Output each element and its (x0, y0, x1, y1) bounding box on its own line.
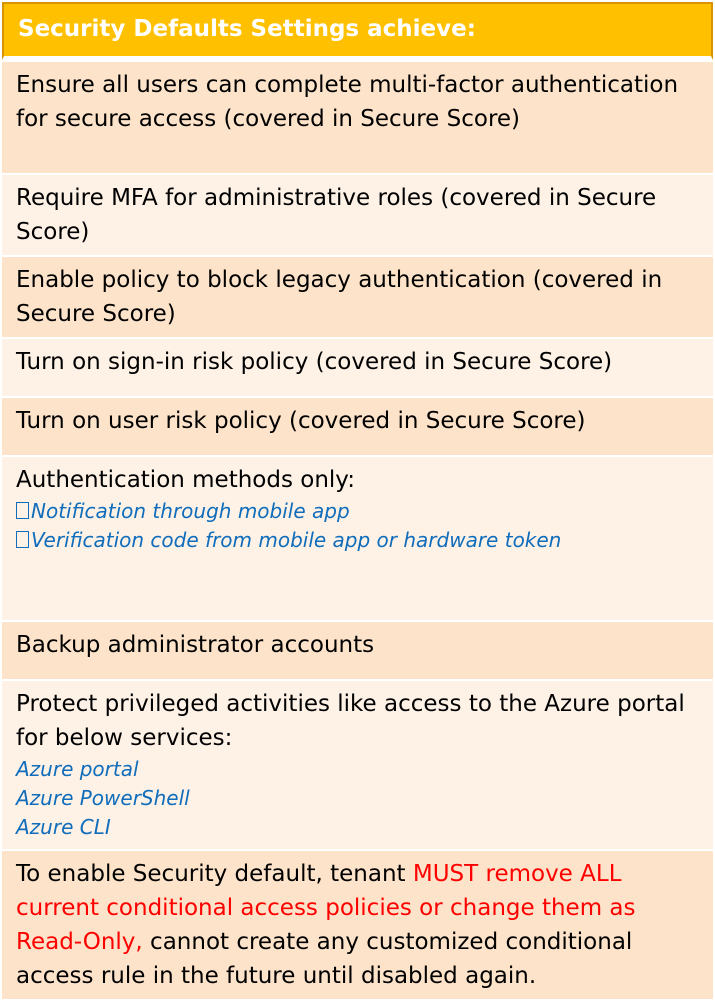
table-header (2, 2, 713, 60)
table-row (2, 455, 713, 620)
list-item: Azure PowerShell (16, 786, 190, 810)
row-text: Enable policy to block legacy authentication (covered in Secure Score) (16, 267, 663, 327)
list-item: Azure portal (16, 757, 139, 781)
header-title: Security Defaults Settings achieve: (18, 16, 476, 42)
table-row (2, 849, 713, 999)
row-text: Ensure all users can complete multi-factor authentication for secure access (covered in Secure Score) (16, 72, 679, 132)
row-text-after: cannot create any customized conditional access rule in the future until disabled again. (16, 929, 633, 989)
row-text: Backup administrator accounts (16, 632, 375, 658)
list-item (16, 497, 699, 526)
table-row (2, 173, 713, 255)
table-row (2, 620, 713, 679)
list-item: Azure CLI (16, 815, 111, 839)
checkbox-icon (16, 502, 29, 519)
list-item-text: Notification through mobile app (31, 499, 350, 523)
row-text: Require MFA for administrative roles (covered in Secure Score) (16, 185, 657, 245)
row-text: Protect privileged activities like access to the Azure portal for below services: (16, 691, 685, 751)
row-text: Turn on user risk policy (covered in Secure Score) (16, 408, 586, 434)
table-row (2, 60, 713, 173)
row-text: Turn on sign-in risk policy (covered in Secure Score) (16, 349, 613, 375)
table-row (2, 255, 713, 337)
list-item-text: Verification code from mobile app or hardware token (31, 528, 562, 552)
row-text-highlight: MUST remove ALL current conditional access policies or change them as Read-Only, (16, 861, 636, 955)
table-row (2, 396, 713, 455)
list-item (16, 526, 699, 555)
table-row (2, 337, 713, 396)
checkbox-icon (16, 531, 29, 548)
row-text: Authentication methods only: (16, 467, 355, 493)
row-text-before: To enable Security default, tenant (16, 861, 413, 887)
security-defaults-table (2, 2, 713, 1001)
table-row (2, 679, 713, 849)
